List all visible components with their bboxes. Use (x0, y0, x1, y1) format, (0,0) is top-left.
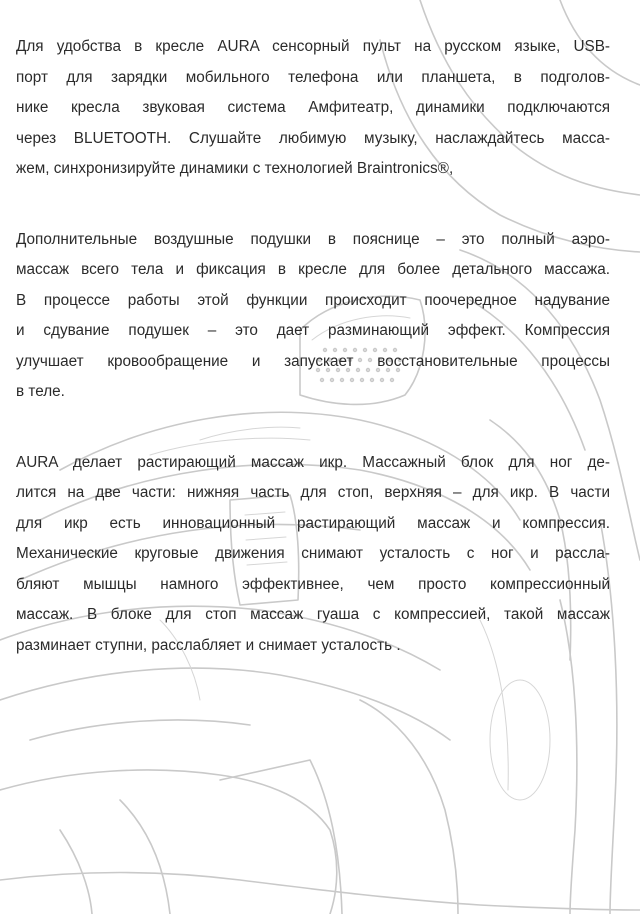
text-line: массаж всего тела и фиксация в кресле для более детального массажа. (16, 261, 610, 278)
text-line: через BLUETOOTH. Слушайте любимую музыку, наслаждайтесь масса- (16, 129, 610, 147)
text-line: Дополнительные воздушные подушки в пояснице – это полный аэро- (16, 230, 610, 248)
text-line: В процессе работы этой функции происходит поочередное надувание (16, 291, 610, 309)
text-line: разминает ступни, расслабляет и снимает усталость . (16, 636, 401, 654)
paragraph-calf-massage (16, 448, 610, 662)
text-line: Для удобства в кресле AURA сенсорный пульт на русском языке, USB- (16, 38, 610, 55)
paragraph-speakers (16, 32, 610, 185)
text-line: нике кресла звуковая система Амфитеатр, динамики подключаются (16, 99, 610, 116)
text-line: Механические круговые движения снимают усталость с ног и рассла- (16, 545, 610, 562)
text-line: жем, синхронизируйте динамики с технологией Braintronics®, (16, 160, 454, 177)
text-line: AURA делает растирающий массаж икр. Массажный блок для ног де- (16, 453, 610, 471)
text-line: порт для зарядки мобильного телефона или планшета, в подголов- (16, 68, 610, 86)
text-line: и сдувание подушек – это дает разминающий эффект. Компрессия (16, 322, 610, 339)
paragraph-air-cushions (16, 225, 610, 408)
text-line: лится на две части: нижняя часть для стоп, верхняя – для икр. В части (16, 484, 610, 501)
text-line: в теле. (16, 383, 65, 400)
text-line: для икр есть инновационный растирающий массаж и компрессия. (16, 514, 610, 532)
text-line: улучшает кровообращение и запускает восстановительные процессы (16, 352, 610, 370)
text-content (16, 32, 610, 701)
text-line: массаж. В блоке для стоп массаж гуаша с компрессией, такой массаж (16, 606, 610, 623)
text-line: бляют мышцы намного эффективнее, чем просто компрессионный (16, 575, 610, 593)
